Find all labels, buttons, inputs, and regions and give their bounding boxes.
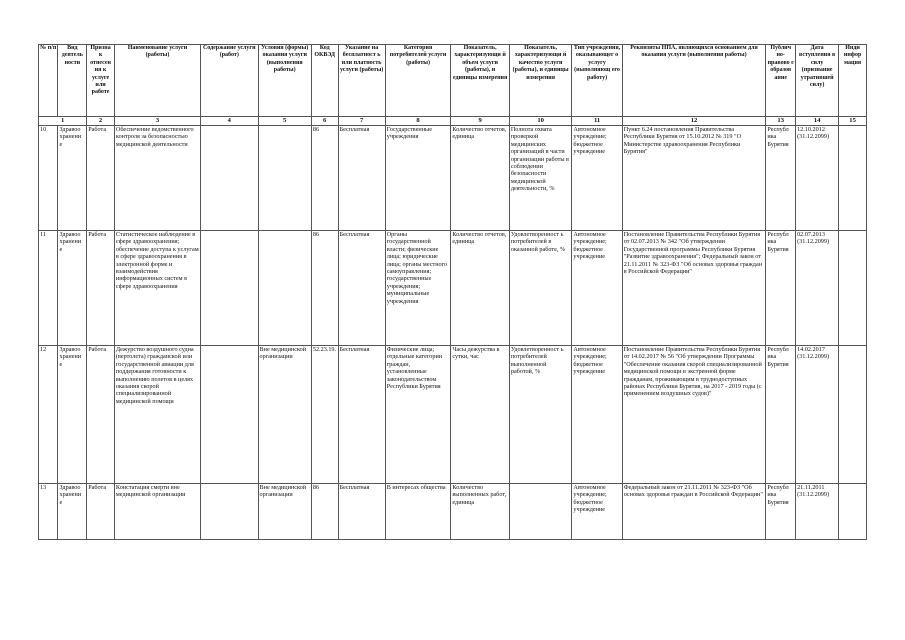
cell-num: 12 (39, 346, 58, 484)
cell-type: Работа (87, 231, 115, 346)
cell-payment: Бесплатная (338, 346, 385, 484)
cell-volume: Часы дежурства в сутки, час (451, 346, 509, 484)
cell-date: 12.10.2012 (31.12.2099) (796, 126, 839, 231)
header-cell-volume: Показатель, характеризующи й объем услуги (работы), и единицы измерения (451, 45, 509, 117)
cell-indicator (839, 346, 867, 484)
cell-volume: Количество отчетов, единица (451, 126, 509, 231)
cell-name: Дежурство воздушного судна (вертолета) гражданской или государственной авиации для поддержания готовности к выполнению полетов в целях оказания скорой специализированной медицинской помощи (114, 346, 200, 484)
column-number: 8 (385, 117, 451, 126)
document-page (38, 44, 867, 540)
table-row (39, 126, 867, 231)
cell-institution-type: Автономное учреждение; бюджетное учреждение (572, 231, 622, 346)
header-cell-institution-type: Тип учреждения, оказывающег о услугу (выполняющ его работу) (572, 45, 622, 117)
header-cell-content: Содержание услуги (работ) (201, 45, 258, 117)
cell-num: 11 (39, 231, 58, 346)
header-cell-okved: Код ОКВЭД (311, 45, 338, 117)
cell-type: Работа (87, 346, 115, 484)
cell-activity: Здравоо хранени е (58, 346, 87, 484)
cell-content (201, 126, 258, 231)
column-number: 7 (338, 117, 385, 126)
header-cell-npa: Реквизиты НПА, являющихся основанием для оказания услуги (выполнения работы) (622, 45, 766, 117)
cell-okved: 86 (311, 126, 338, 231)
cell-quality: Удовлетворенност ь потребителей выполненной работой, % (509, 346, 572, 484)
cell-conditions (258, 126, 311, 231)
column-number: 9 (451, 117, 509, 126)
cell-consumers: Органы государственной власти; физические лица; юридические лица; органы местного самоуправления; государственные учреждения; муниципальные учреждения (385, 231, 451, 346)
header-cell-indicator: Инди инфор мация (839, 45, 867, 117)
cell-name: Статистическое наблюдение в сфере здравоохранения; обеспечение доступа к услугам в сфере здравоохранения в электронной форме и взаимодействия информационных систем в сфере здравоохранения (114, 231, 200, 346)
cell-type: Работа (87, 126, 115, 231)
cell-content (201, 484, 258, 540)
column-number-row (39, 117, 867, 126)
cell-content (201, 231, 258, 346)
cell-indicator (839, 126, 867, 231)
header-cell-quality: Показатель, характеризующи й качество услуги (работы), и единицы измерения (509, 45, 572, 117)
cell-institution-type: Автономное учреждение; бюджетное учреждение (572, 484, 622, 540)
header-cell-date: Дата вступления в силу (признание утратившей силу) (796, 45, 839, 117)
column-number: 15 (839, 117, 867, 126)
header-cell-type: Призна к отнесен ия к услуге или работе (87, 45, 115, 117)
cell-num: 13 (39, 484, 58, 540)
cell-quality: Удовлетворенност ь потребителей в оказанной работе, % (509, 231, 572, 346)
header-cell-activity: Вид деятель ности (58, 45, 87, 117)
column-number: 3 (114, 117, 200, 126)
cell-npa: Пункт 6.24 постановления Правительства Республики Бурятия от 15.10.2012 № 319 "О Министерстве здравоохранения Республики Бурятия" (622, 126, 766, 231)
cell-npa: Постановление Правительства Республики Бурятия от 14.02.2017 № 56 "Об утверждении Программы "Обеспечение оказания скорой специализированной медицинской помощи в экстренной форме гражданам, проживающим в труднодоступных районах Республики Бурятия, на 2017 - 2019 годы (с применением воздушных судов)" (622, 346, 766, 484)
header-cell-num: № п/п (39, 45, 58, 117)
cell-indicator (839, 484, 867, 540)
cell-public-entity: Республ ика Бурятия (766, 484, 796, 540)
table-row (39, 346, 867, 484)
column-number: 10 (509, 117, 572, 126)
cell-volume: Количество выполненных работ, единица (451, 484, 509, 540)
cell-type: Работа (87, 484, 115, 540)
column-number: 4 (201, 117, 258, 126)
cell-name: Обеспечение ведомственного контроля за безопасностью медицинской деятельности (114, 126, 200, 231)
cell-institution-type: Автономное учреждение; бюджетное учреждение (572, 126, 622, 231)
cell-volume: Количество отчетов, единица (451, 231, 509, 346)
header-cell-public-entity: Публич но- правово е образов ание (766, 45, 796, 117)
column-number: 12 (622, 117, 766, 126)
cell-date: 14.02.2017 (31.12.2099) (796, 346, 839, 484)
cell-activity: Здравоо хранени е (58, 126, 87, 231)
cell-payment: Бесплатная (338, 126, 385, 231)
column-number: 1 (39, 117, 87, 126)
cell-npa: Постановление Правительства Республики Бурятия от 02.07.2013 № 342 "Об утверждении Государственной программы Республики Бурятия "Развитие здравоохранения"; Федеральный закон от 21.11.2011 № 323-ФЗ "Об основах здоровья граждан в Российской Федерации" (622, 231, 766, 346)
cell-consumers: Физические лица; отдельные категории граждан, установленные законодательством Республики Бурятия (385, 346, 451, 484)
column-number: 11 (572, 117, 622, 126)
cell-public-entity: Республ ика Бурятия (766, 346, 796, 484)
column-number: 6 (311, 117, 338, 126)
cell-institution-type: Автономное учреждение; бюджетное учреждение (572, 346, 622, 484)
cell-quality (509, 484, 572, 540)
cell-payment: Бесплатная (338, 484, 385, 540)
cell-activity: Здравоо хранени е (58, 484, 87, 540)
column-number: 5 (258, 117, 311, 126)
cell-content (201, 346, 258, 484)
header-cell-name: Наименование услуги (работы) (114, 45, 200, 117)
cell-name: Констатация смерти вне медицинской организации (114, 484, 200, 540)
cell-num: 10 (39, 126, 58, 231)
column-number: 14 (796, 117, 839, 126)
column-number: 2 (87, 117, 115, 126)
cell-consumers: Государственные учреждения (385, 126, 451, 231)
cell-quality: Полнота охвата проверкой медицинских организаций в части организации работы в соблюдении безопасности медицинской деятельности, % (509, 126, 572, 231)
table-row (39, 231, 867, 346)
header-row (39, 45, 867, 117)
cell-indicator (839, 231, 867, 346)
cell-activity: Здравоо хранени е (58, 231, 87, 346)
cell-conditions (258, 231, 311, 346)
cell-date: 02.07.2013 (31.12.2099) (796, 231, 839, 346)
cell-conditions: Вне медицинской организации (258, 346, 311, 484)
column-number: 13 (766, 117, 796, 126)
header-cell-payment: Указание на бесплатност ь или платность услуги (работы) (338, 45, 385, 117)
header-cell-conditions: Условия (формы) оказания услуги (выполнения работы) (258, 45, 311, 117)
table-row (39, 484, 867, 540)
cell-okved: 86 (311, 484, 338, 540)
cell-payment: Бесплатная (338, 231, 385, 346)
cell-okved: 52.23.19. (311, 346, 338, 484)
cell-public-entity: Республ ика Бурятия (766, 231, 796, 346)
cell-npa: Федеральный закон от 21.11.2011 № 323-ФЗ "Об основах здоровья граждан в Российской Федерации" (622, 484, 766, 540)
cell-date: 21.11.2011 (31.12.2099) (796, 484, 839, 540)
services-registry-table (38, 44, 867, 540)
header-cell-consumers: Категория потребителей услуги (работы) (385, 45, 451, 117)
cell-consumers: В интересах общества (385, 484, 451, 540)
cell-okved: 86 (311, 231, 338, 346)
cell-public-entity: Республ ика Бурятия (766, 126, 796, 231)
cell-conditions: Вне медицинской организации (258, 484, 311, 540)
